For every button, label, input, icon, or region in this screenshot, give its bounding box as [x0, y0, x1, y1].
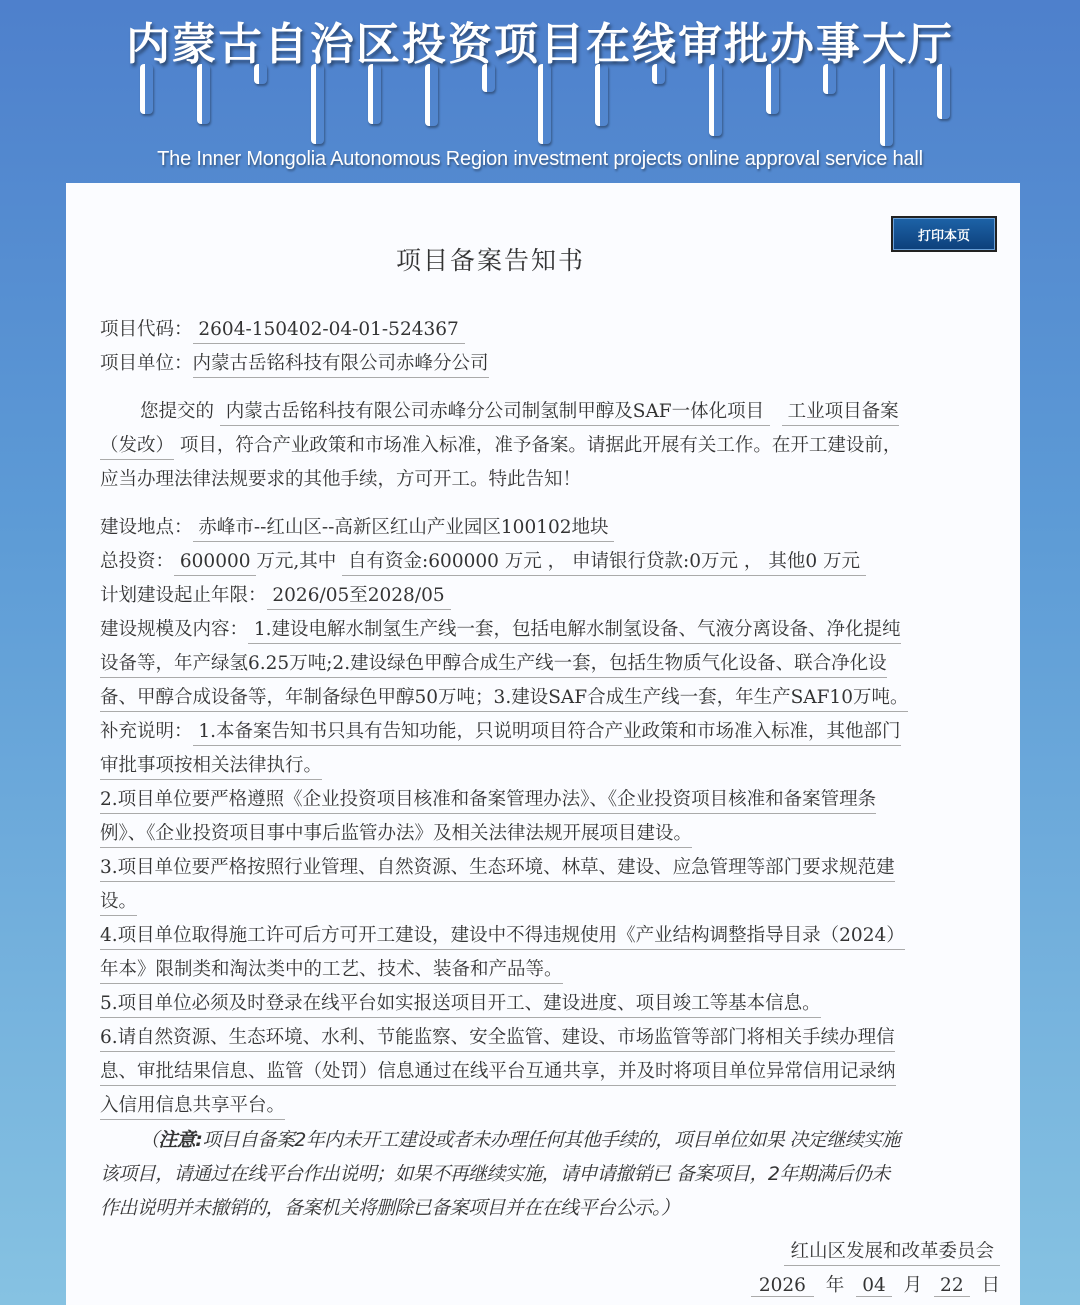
issuing-authority: 红山区发展和改革委员会 — [784, 1241, 1000, 1266]
field-label: 项目，符合产业政策和市场准入标准，准予备案。请据此开展有关工作。在开工建设前， — [174, 435, 902, 456]
field-label: 应当办理法律法规要求的其他手续，方可开工。特此告知！ — [100, 469, 582, 490]
document-line — [100, 1055, 1000, 1089]
filled-value: 例》、《企业投资项目事中事后监管办法》及相关法律法规开展项目建设。 — [100, 823, 692, 848]
filled-value: 1.建设电解水制氢生产线一套，包括电解水制氢设备、气液分离设备、净化提纯 — [248, 619, 901, 644]
document-line — [100, 851, 1000, 885]
print-page-button[interactable]: 打印本页 — [891, 216, 997, 252]
filled-value: 内蒙古岳铭科技有限公司赤峰分公司 — [193, 353, 489, 378]
field-label: 建设地点： — [100, 517, 193, 538]
field-label: 项目代码： — [100, 319, 193, 340]
site-title-cn: 内蒙古自治区投资项目在线审批办事大厅 — [126, 19, 954, 70]
document-line — [100, 749, 1000, 783]
notice-block — [100, 1123, 1000, 1225]
document-line — [100, 395, 1000, 429]
document-line — [100, 919, 1000, 953]
document-line — [100, 347, 1000, 381]
notice-text: 作出说明并未撤销的，备案机关将删除已备案项目并在在线平台公示。） — [100, 1197, 680, 1219]
document-line — [100, 1089, 1000, 1123]
signature-date — [100, 1269, 1000, 1303]
field-label: 计划建设起止年限： — [100, 585, 267, 606]
filled-value: 600000 — [174, 551, 256, 576]
year-unit: 年 — [825, 1275, 845, 1296]
filled-value: 3.项目单位要严格按照行业管理、自然资源、生态环境、林草、建设、应急管理等部门要求规范建 — [100, 857, 895, 882]
field-label: 建设规模及内容： — [100, 619, 249, 640]
filled-value: 5.项目单位必须及时登录在线平台如实报送项目开工、建设进度、项目竣工等基本信息。 — [100, 993, 821, 1018]
document-line — [100, 681, 1000, 715]
month-unit: 月 — [903, 1275, 923, 1296]
spacer — [100, 381, 1000, 395]
document-line — [100, 313, 1000, 347]
filled-value: 自有资金:600000 万元 ， 申请银行贷款:0万元 ， 其他0 万元 — [342, 551, 866, 576]
filled-value: 内蒙古岳铭科技有限公司赤峰分公司制氢制甲醇及SAF一体化项目 — [220, 401, 770, 426]
document-title: 项目备案告知书 — [396, 246, 586, 275]
document-line — [100, 715, 1000, 749]
filled-value: 入信用信息共享平台。 — [100, 1095, 285, 1120]
field-label: 项目单位： — [100, 353, 193, 374]
filled-value: 息、审批结果信息、监管（处罚）信息通过在线平台互通共享，并及时将项目单位异常信用记录纳 — [100, 1061, 896, 1086]
document-line — [100, 511, 1000, 545]
document-line — [100, 817, 1000, 851]
filled-value: （发改） — [100, 435, 174, 460]
filled-value: 工业项目备案 — [782, 401, 899, 426]
field-label: 补充说明： — [100, 721, 193, 742]
document-line — [100, 545, 1000, 579]
filled-value: 设。 — [100, 891, 137, 916]
document-line — [100, 429, 1000, 463]
notice-text: 该项目，请通过在线平台作出说明；如果不再继续实施，请申请撤销已 备案项目，2年期满后仍未 — [100, 1163, 890, 1185]
mongolian-title-logo — [140, 64, 950, 146]
date-year: 2026 — [751, 1275, 814, 1297]
document-line — [100, 953, 1000, 987]
document-panel — [66, 183, 1020, 1305]
document-line — [100, 647, 1000, 681]
document-line — [100, 987, 1000, 1021]
document-line — [100, 613, 1000, 647]
filled-value: 年本》限制类和淘汰类中的工艺、技术、装备和产品等。 — [100, 959, 563, 984]
field-label: 万元,其中 — [256, 551, 343, 572]
filled-value: 6.请自然资源、生态环境、水利、节能监察、安全监管、建设、市场监管等部门将相关手续办理信 — [100, 1027, 895, 1052]
notice-open: （ — [140, 1129, 159, 1151]
document-line — [100, 783, 1000, 817]
document-line — [100, 885, 1000, 919]
document-line — [100, 579, 1000, 613]
filled-value: 1.本备案告知书只具有告知功能，只说明项目符合产业政策和市场准入标准，其他部门 — [193, 721, 901, 746]
date-month: 04 — [856, 1275, 892, 1297]
spacer — [100, 497, 1000, 511]
filled-value: 2604-150402-04-01-524367 — [193, 319, 465, 344]
filled-value: 4.项目单位取得施工许可后方可开工建设，建设中不得违规使用《产业结构调整指导目录（2024） — [100, 925, 905, 950]
date-day: 22 — [934, 1275, 970, 1297]
filled-value: 设备等，年产绿氢6.25万吨;2.建设绿色甲醇合成生产线一套，包括生物质气化设备、联合净化设 — [100, 653, 887, 678]
site-title-en: The Inner Mongolia Autonomous Region investment projects online approval service hall — [157, 148, 923, 170]
site-header — [0, 0, 1080, 183]
document-line — [100, 1021, 1000, 1055]
field-label: 您提交的 — [140, 401, 220, 422]
filled-value: 赤峰市--红山区--高新区红山产业园区100102地块 — [193, 517, 615, 542]
document-line — [100, 463, 1000, 497]
filled-value: 2026/05至2028/05 — [267, 585, 451, 610]
notice-text: 项目自备案2年内未开工建设或者未办理任何其他手续的，项目单位如果 决定继续实施 — [202, 1129, 900, 1151]
filled-value: 2.项目单位要严格遵照《企业投资项目核准和备案管理办法》、《企业投资项目核准和备案管理条 — [100, 789, 876, 814]
day-unit: 日 — [981, 1275, 1000, 1296]
filled-value: 审批事项按相关法律执行。 — [100, 755, 322, 780]
document-body — [100, 313, 1000, 1303]
field-label: 总投资： — [100, 551, 175, 572]
filled-value: 备、甲醇合成设备等，年制备绿色甲醇50万吨；3.建设SAF合成生产线一套，年生产SAF10万吨。 — [100, 687, 908, 712]
signature-issuer-row — [100, 1235, 1000, 1269]
field-label — [770, 401, 782, 422]
notice-label: 注意: — [158, 1129, 203, 1151]
